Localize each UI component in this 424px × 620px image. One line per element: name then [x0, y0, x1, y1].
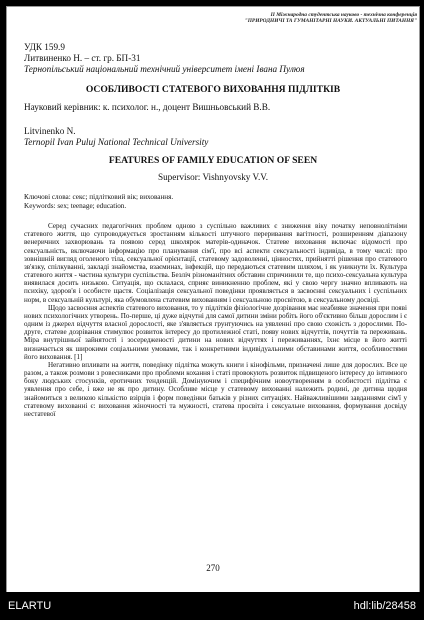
paragraph: Серед сучасних педагогічних проблем одною з суспільно важливих є зниження віку початку неповнолітніми статевого життя, що супроводжується зростанням кількості штучного переривання вагітності, розширенням діапазону венеричних захворювань та появою серед школярок матерів-одиначок. Статеве виховання включає відомості про сексуальність, включаючи інформацію про планування сім'ї, про всі аспекти сексуальності індивіда, в тому числі: про зовнішній вигляд оголеного тіла, сексуальної орієнтації, статевому задоволенні, цінностях, прийнятті рішення про статевого зв'язку, спілкуванні, закладі знайомства, взаєминах, інфекцій, що передаються статевим шляхом, і як уникнути їх. Культура статевого життя - частина культури суспільства. Безліч різноманітних обставин спричинили те, що психо-сексуальна культура виявилася досить низькою. Ситуація, що склалася, сприяє виникненню проблем, які у свою чергу значно впливають на психіку, здоров'я і особисте щастя. Соціалізація сексуальної поведінки проявляється в засвоєнні сексуальних і суспільних норм, в сексуальній культурі, яка обумовлена статевим вихованням і сексуальною просвітою, в сексуальному досвіді. [24, 222, 407, 304]
conference-line-2: "ПРИРОДНИЧІ ТА ГУМАНІТАРНІ НАУКИ. АКТУАЛЬНІ ПИТАННЯ" [244, 18, 417, 25]
handle-id: hdl:lib/28458 [353, 600, 416, 612]
affiliation-en: Ternopil Ivan Puluj National Technical University [24, 137, 209, 147]
supervisor-en: Supervisor: Vishnyovsky V.V. [157, 172, 269, 182]
paragraph: Щодо засвоєння аспектів статевого виховання, то у підлітків фізіологічне дозрівання має неабияке значення при появі нових психологічних утворень. По-перше, ці дуже відчутні для самої дитини зміни робіть його об'єктивно більш дорослим і є одним із джерел відчуття власної дорослості, яке з'являється грунтуючись на уявленні про свою схожість з дорослими. По-друге, статеве дозрівання стимулює розвиток інтересу до протилежної статі, появу нових відчуттів, почуттів та переживань. Міра внутрішньої зайнятості і зосередженості дитини на нових відчуттях і переживаннях, їхнє місце в його житті визначається як широкими соціальними умовами, так і конкретними індивідуальними обставинами життя, особливостями його виховання. [1] [24, 303, 407, 361]
conference-line-1: ІІ Міжнародна студентська науково - технічна конференція [270, 12, 417, 18]
article-body [24, 222, 407, 418]
author-en: Litvinenko N. [24, 126, 76, 136]
author-ua: Литвиненко Н. – ст. гр. БП-31 [24, 53, 141, 63]
supervisor-ua: Науковий керівник: к. психолог. н., доцент Вишньовський В.В. [24, 102, 271, 112]
affiliation-ua: Тернопільський національний технічний університет імені Івана Пулюя [24, 64, 305, 74]
title-en: FEATURES OF FAMILY EDUCATION OF SEEN [108, 155, 318, 166]
keywords-ua: Ключові слова: секс; підлітковий вік; виховання. [24, 193, 174, 201]
repository-footer [0, 592, 424, 620]
page-number: 270 [206, 563, 220, 573]
keywords-en: Keywords: sex; teenage; education. [24, 202, 127, 210]
conference-header [127, 12, 417, 24]
repository-name: ELARTU [8, 600, 52, 612]
document-page [6, 6, 420, 594]
udk-code: УДК 159.9 [24, 42, 65, 52]
title-ua: ОСОБЛИВОСТІ СТАТЕВОГО ВИХОВАННЯ ПІДЛІТКІВ [85, 84, 341, 95]
paragraph: Негативно впливати на життя, поведінку підлітка можуть книги і кінофільми, призначені лише для дорослих. Все це разом, а також розмови з ровесниками про проблеми кохання і статі провокують розвиток підвищеного інтересу до інтимного боку людських стосунків, еротичних тенденцій. Домінуючим і специфічним новоутворенням в особистості підлітка є уявлення про себе, і вже не як про дитину. Особливе місце у статевому вихованні належить родині, де дитина щодня знайомиться з великою кількістю взірців і форм поведінки батьків у різних ситуаціях. Найважливішими завданнями сім'ї у статевому вихованні є: виховання жіночності та мужності, статева просвіта і сексуальне виховання, формування досвіду нестатевої [24, 360, 407, 418]
